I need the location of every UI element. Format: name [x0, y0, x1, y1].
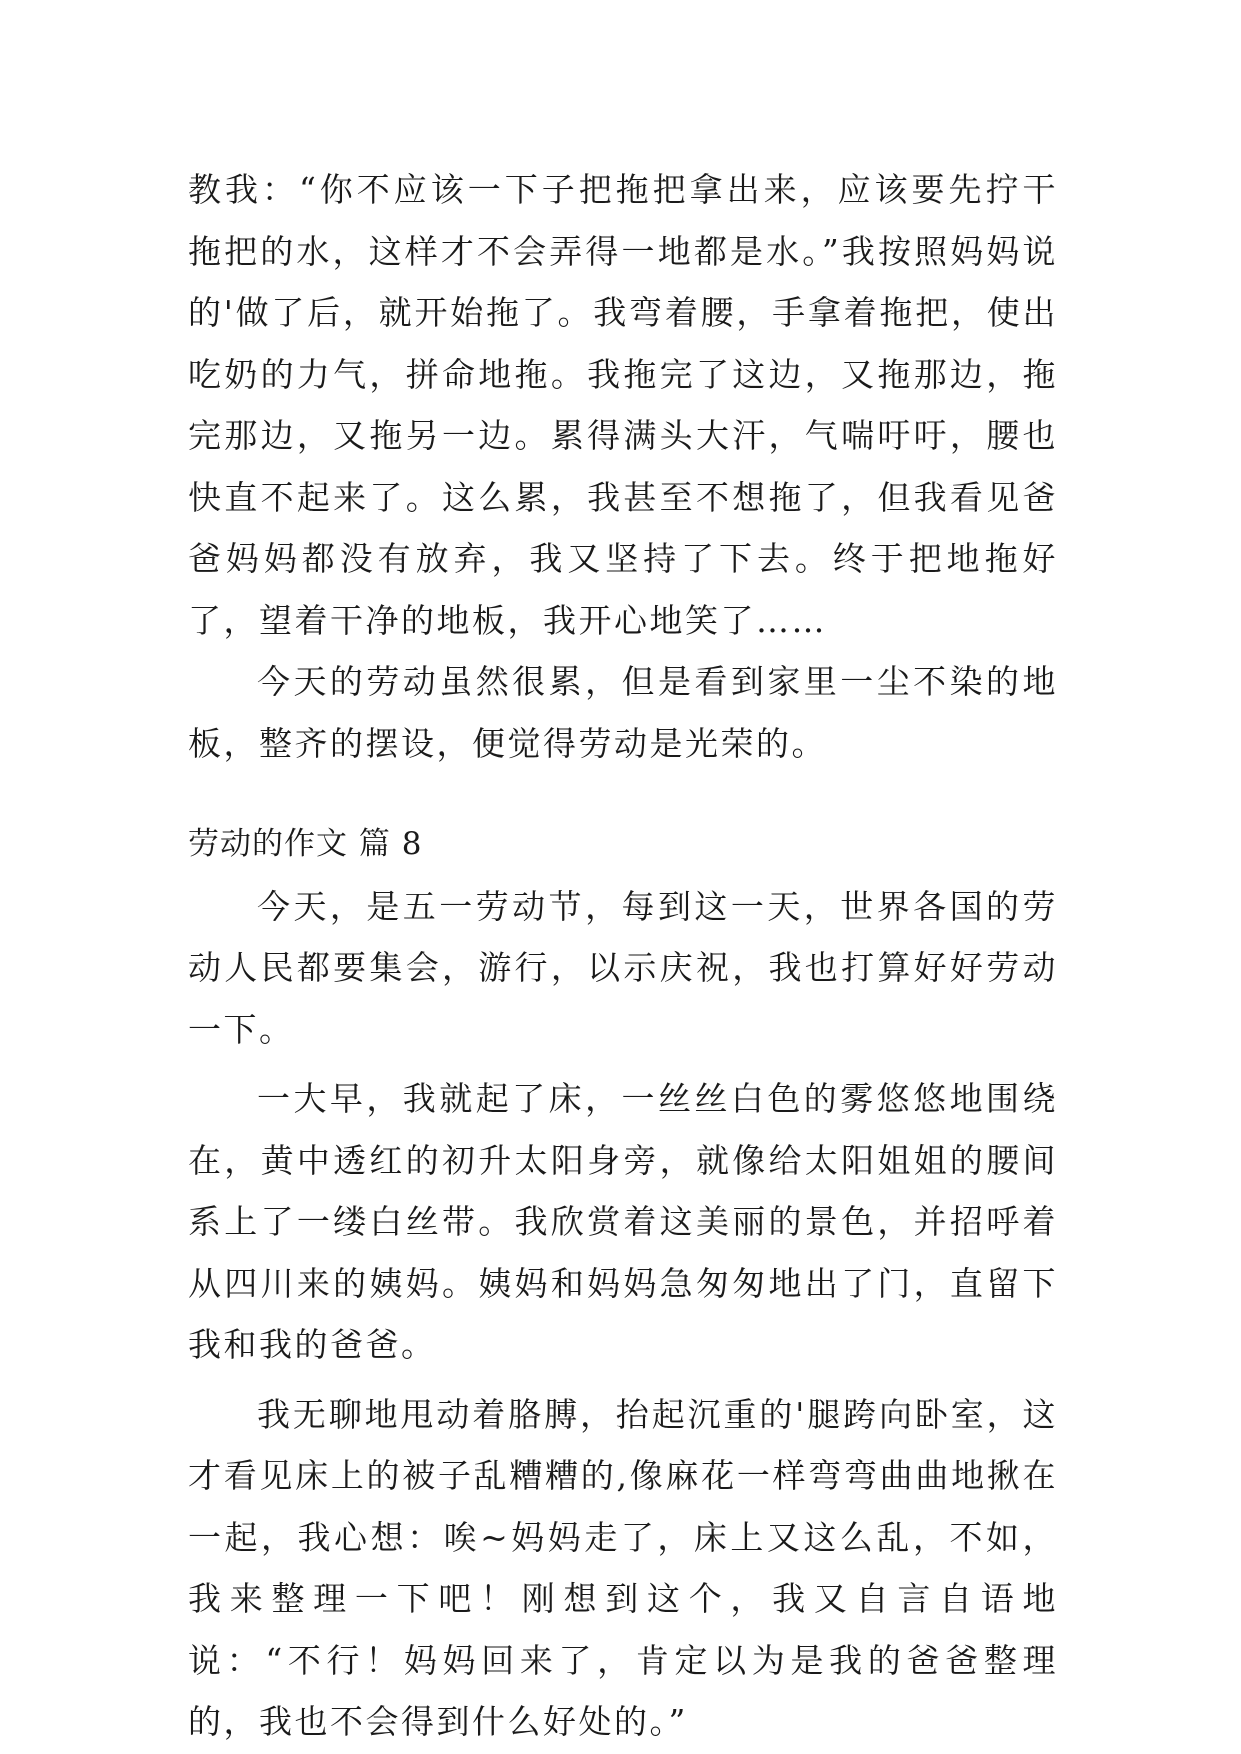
section-spacer [188, 774, 1058, 814]
paragraph-intro: 今天，是五一劳动节，每到这一天，世界各国的劳动人民都要集会，游行，以示庆祝，我也打算好好劳动一下。 [188, 886, 1058, 1049]
paragraph-spacer [188, 1060, 1058, 1068]
document-body [188, 159, 1058, 1753]
section-heading: 劳动的作文 篇 8 [188, 826, 423, 862]
paragraph-spacer [188, 1376, 1058, 1384]
paragraph-bedroom: 我无聊地甩动着胳膊，抬起沉重的'腿跨向卧室，这才看见床上的被子乱糟糟的,像麻花一样弯弯曲曲地揪在一起，我心想：唉~妈妈走了，床上又这么乱，不如，我来整理一下吧！刚想到这个，我又自言自语地说：“不行！妈妈回来了，肯定以为是我的爸爸整理的，我也不会得到什么好处的。” [188, 1394, 1058, 1741]
paragraph-morning: 一大早，我就起了床，一丝丝白色的雾悠悠地围绕在，黄中透红的初升太阳身旁，就像给太阳姐姐的腰间系上了一缕白丝带。我欣赏着这美丽的景色，并招呼着从四川来的姨妈。姨妈和妈妈急匆匆地出了门，直留下我和我的爸爸。 [188, 1079, 1058, 1364]
paragraph-conclusion: 今天的劳动虽然很累，但是看到家里一尘不染的地板，整齐的摆设，便觉得劳动是光荣的。 [188, 662, 1058, 763]
paragraph-continued: 教我：“你不应该一下子把拖把拿出来，应该要先拧干拖把的水，这样才不会弄得一地都是水。”我按照妈妈说的'做了后，就开始拖了。我弯着腰，手拿着拖把，使出吃奶的力气，拼命地拖。我拖完了这边，又拖那边，拖完那边，又拖另一边。累得满头大汗，气喘吁吁，腰也快直不起来了。这么累，我甚至不想拖了，但我看见爸爸妈妈都没有放弃，我又坚持了下去。终于把地拖好了，望着干净的地板，我开心地笑了…… [188, 170, 1058, 640]
